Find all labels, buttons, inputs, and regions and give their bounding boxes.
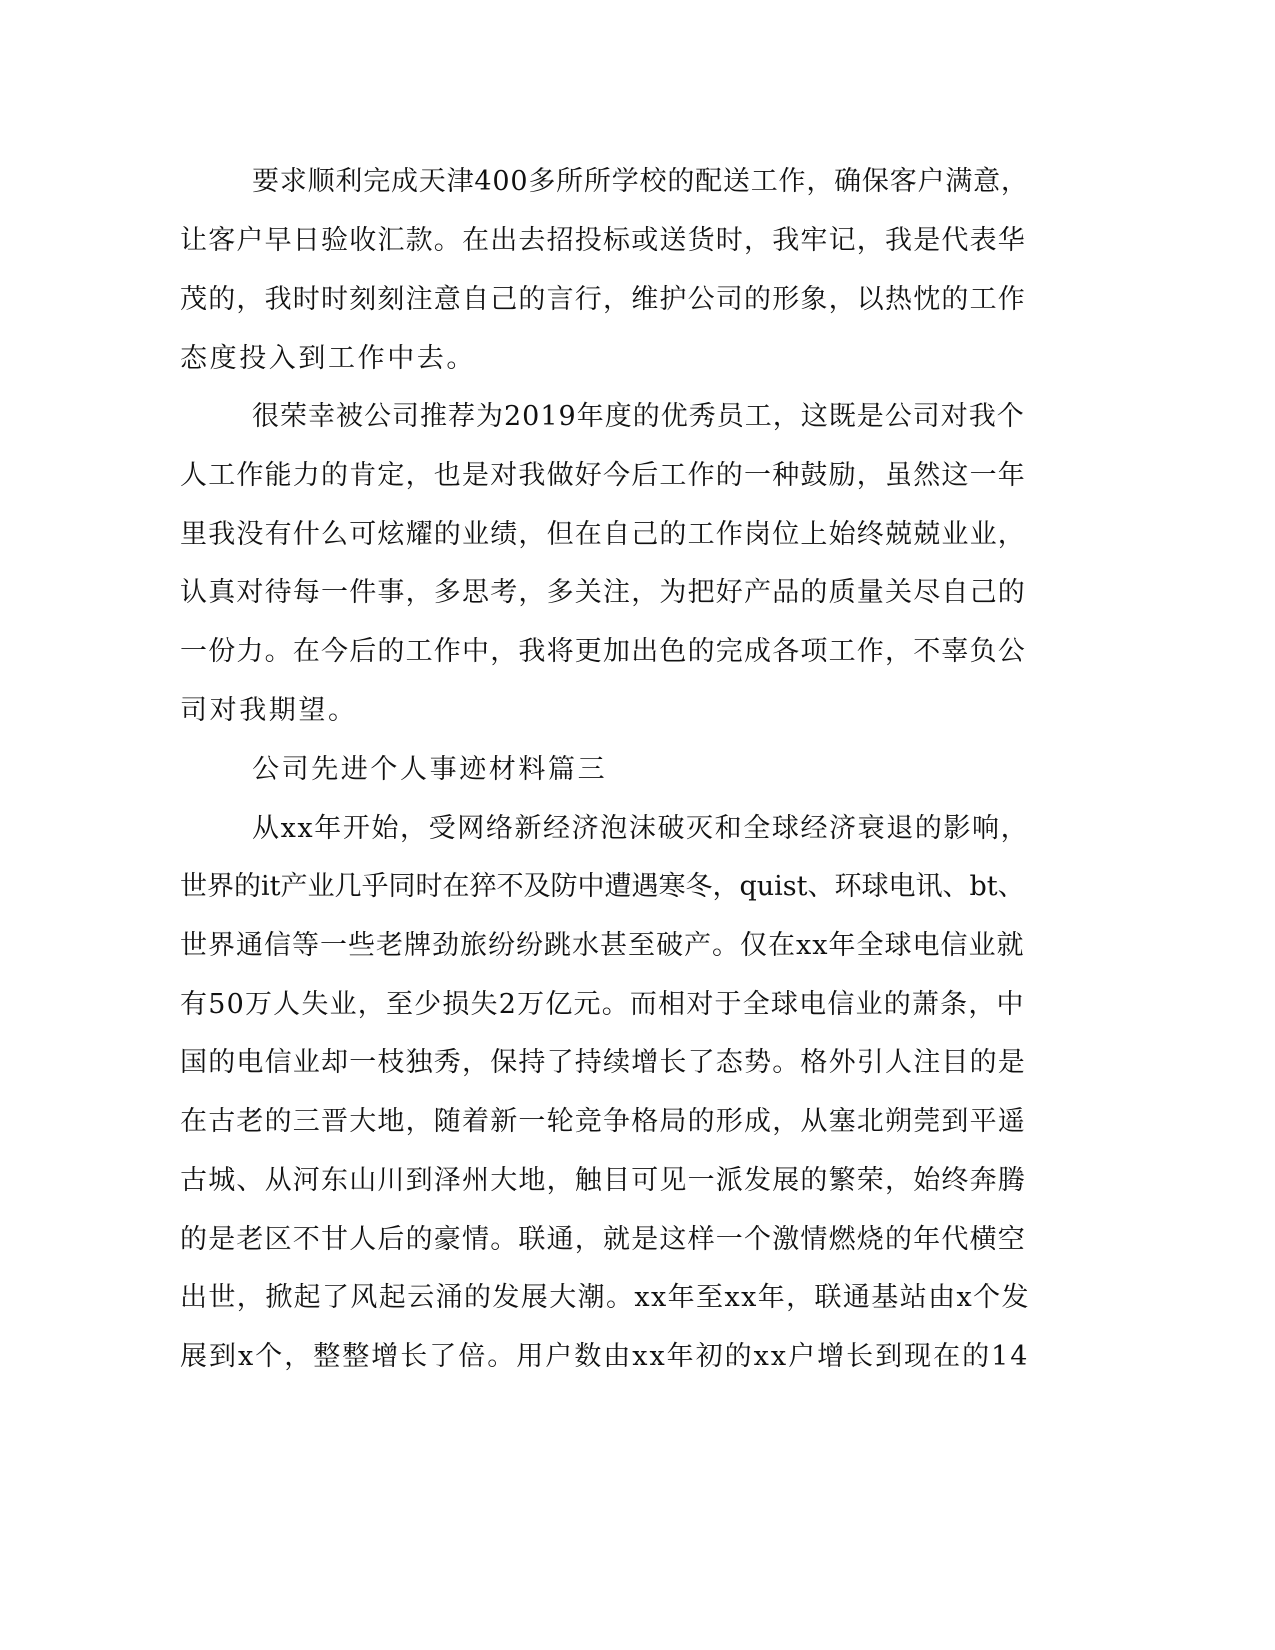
paragraph-3-line-8: 的是老区不甘人后的豪情。联通，就是这样一个激情燃烧的年代横空: [180, 1224, 1026, 1255]
paragraph-1-line-1: 要求顺利完成天津400多所所学校的配送工作，确保客户满意，: [252, 166, 1029, 197]
paragraph-2-line-2: 人工作能力的肯定，也是对我做好今后工作的一种鼓励，虽然这一年: [180, 460, 1026, 491]
paragraph-3-line-9: 出世，掀起了风起云涌的发展大潮。xx年至xx年，联通基站由x个发: [180, 1282, 1030, 1313]
paragraph-1-line-4: 态度投入到工作中去。: [180, 343, 476, 374]
paragraph-1-line-2: 让客户早日验收汇款。在出去招投标或送货时，我牢记，我是代表华: [180, 225, 1026, 256]
paragraph-3-line-6: 在古老的三晋大地，随着新一轮竞争格局的形成，从塞北朔莞到平遥: [180, 1106, 1026, 1137]
paragraph-3-line-5: 国的电信业却一枝独秀，保持了持续增长了态势。格外引人注目的是: [180, 1047, 1026, 1078]
paragraph-3-line-2: 世界的it产业几乎同时在猝不及防中遭遇寒冬，quist、环球电讯、bt、: [180, 871, 1025, 902]
paragraph-3-line-4: 有50万人失业，至少损失2万亿元。而相对于全球电信业的萧条，中: [180, 989, 1025, 1020]
paragraph-2-line-3: 里我没有什么可炫耀的业绩，但在自己的工作岗位上始终兢兢业业，: [180, 519, 1026, 550]
paragraph-2-line-4: 认真对待每一件事，多思考，多关注，为把好产品的质量关尽自己的: [180, 577, 1026, 608]
paragraph-2-line-5: 一份力。在今后的工作中，我将更加出色的完成各项工作，不辜负公: [180, 636, 1026, 667]
paragraph-3-line-7: 古城、从河东山川到泽州大地，触目可见一派发展的繁荣，始终奔腾: [180, 1165, 1026, 1196]
paragraph-3-line-1: 从xx年开始，受网络新经济泡沫破灭和全球经济衰退的影响，: [252, 813, 1030, 844]
paragraph-3-line-10: 展到x个，整整增长了倍。用户数由xx年初的xx户增长到现在的14: [180, 1341, 1030, 1372]
paragraph-3-line-3: 世界通信等一些老牌劲旅纷纷跳水甚至破产。仅在xx年全球电信业就: [180, 930, 1025, 961]
paragraph-1-line-3: 茂的，我时时刻刻注意自己的言行，维护公司的形象，以热忱的工作: [180, 284, 1026, 315]
section-heading: 公司先进个人事迹材料篇三: [252, 754, 608, 785]
paragraph-2-line-1: 很荣幸被公司推荐为2019年度的优秀员工，这既是公司对我个: [252, 401, 1025, 432]
paragraph-2-line-6: 司对我期望。: [180, 695, 358, 726]
